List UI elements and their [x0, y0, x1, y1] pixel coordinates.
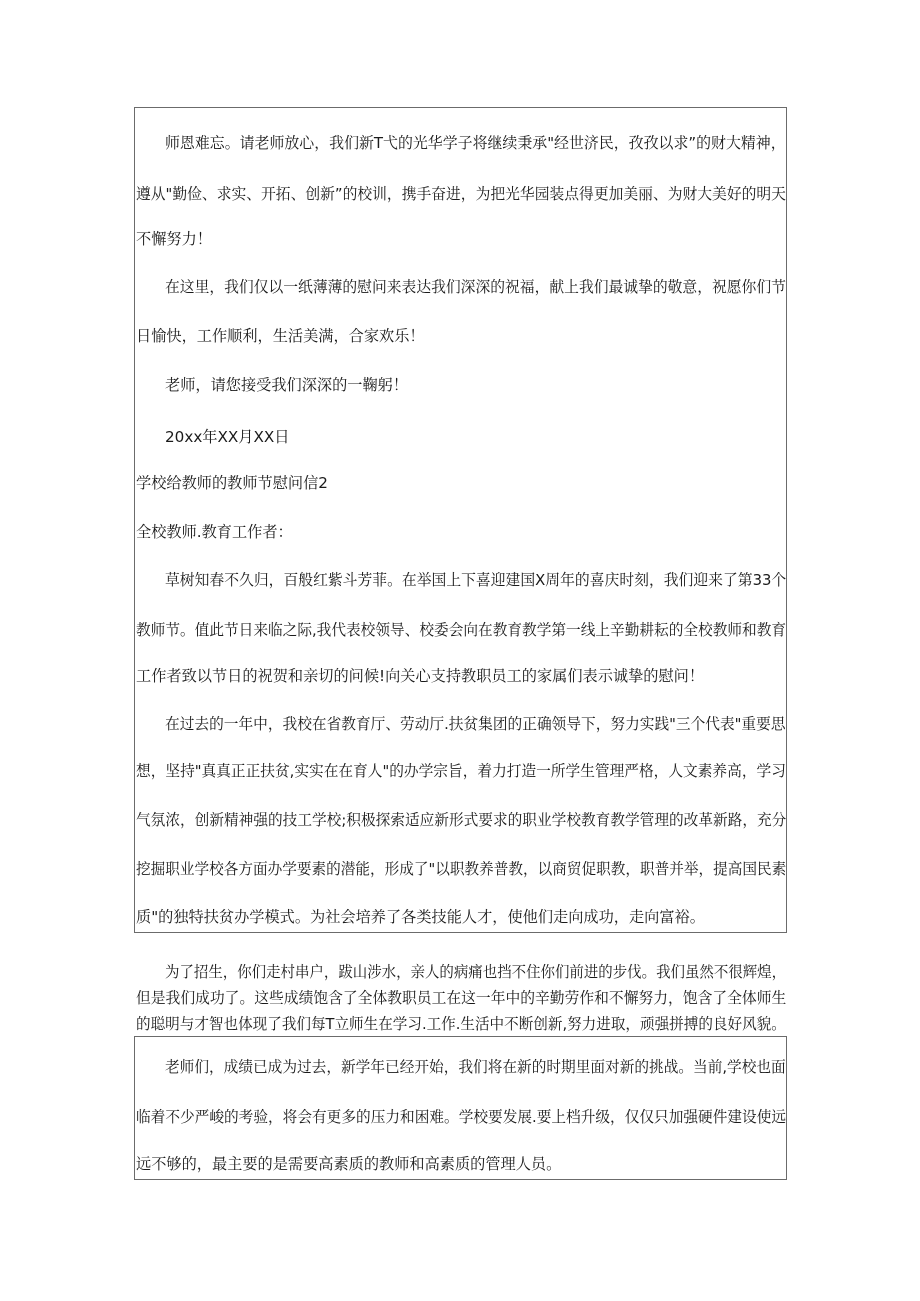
paragraph-line: 质"的独特扶贫办学模式。为社会培养了各类技能人才，使他们走向成功，走向富裕。	[136, 908, 705, 926]
paragraph-line: 师恩难忘。请老师放心，我们新T弋的光华学子将继续秉承"经世济民，孜孜以求”的财大精神，	[165, 134, 786, 152]
paragraph-line: 遵从"勤俭、求实、开拓、创新”的校训，携手奋进，为把光华园装点得更加美丽、为财大美好的明天	[136, 185, 786, 203]
paragraph-line: 在过去的一年中，我校在省教育厅、劳动厅.扶贫集团的正确领导下，努力实践"三个代表"重要思	[165, 715, 786, 733]
paragraph-line: 想，坚持"真真正正扶贫,实实在在育人"的办学宗旨，着力打造一所学生管理严格，人文素养高，学习	[136, 762, 786, 780]
paragraph-line: 挖掘职业学校各方面办学要素的潜能，形成了"以职教养普教，以商贸促职教，职普并举，提高国民素	[136, 860, 787, 878]
paragraph-line: 但是我们成功了。这些成绩饱含了全体教职员工在这一年中的辛勤劳作和不懈努力，饱含了全体师生	[136, 989, 787, 1007]
paragraph-line: 日愉快，工作顺利，生活美满，合家欢乐！	[136, 327, 425, 345]
paragraph-line: 老师们，成绩已成为过去，新学年已经开始，我们将在新的时期里面对新的挑战。当前,学校也面	[165, 1058, 786, 1076]
paragraph-line: 教师节。值此节日来临之际,我代表校领导、校委会向在教育教学第一线上辛勤耕耘的全校教师和教育	[136, 621, 787, 639]
paragraph-line: 的聪明与才智也体现了我们每T立师生在学习.工作.生活中不断创新,努力进取，顽强拼搏的良好风貌。	[136, 1015, 786, 1033]
letter-salutation: 全校教师.教育工作者：	[136, 523, 293, 541]
paragraph-line: 老师，请您接受我们深深的一鞠躬！	[165, 376, 408, 394]
paragraph-line: 不懈努力！	[136, 230, 212, 248]
paragraph-line: 临着不少严峻的考验，将会有更多的压力和困难。学校要发展.要上档升级，仅仅只加强硬件建设使远	[136, 1108, 787, 1126]
paragraph-line: 工作者致以节日的祝贺和亲切的问候!向关心支持教职员工的家属们表示诚挚的慰问！	[136, 667, 705, 685]
paragraph-line: 为了招生，你们走村串户，跋山涉水，亲人的病痛也挡不住你们前进的步伐。我们虽然不很辉煌，	[165, 963, 787, 981]
paragraph-line: 远不够的，最主要的是需要高素质的教师和高素质的管理人员。	[136, 1155, 562, 1173]
paragraph-line: 草树知春不久归，百般红紫斗芳菲。在举国上下喜迎建国X周年的喜庆时刻，我们迎来了第33个	[165, 571, 787, 589]
letter-title: 学校给教师的教师节慰问信2	[136, 474, 328, 492]
letter-date: 20xx年XX月XX日	[165, 428, 290, 446]
paragraph-line: 气氛浓，创新精神强的技工学校;积极探索适应新形式要求的职业学校教育教学管理的改革新路，充分	[136, 811, 787, 829]
paragraph-line: 在这里，我们仅以一纸薄薄的慰问来表达我们深深的祝福，献上我们最诚挚的敬意，祝愿你们节	[165, 278, 786, 296]
